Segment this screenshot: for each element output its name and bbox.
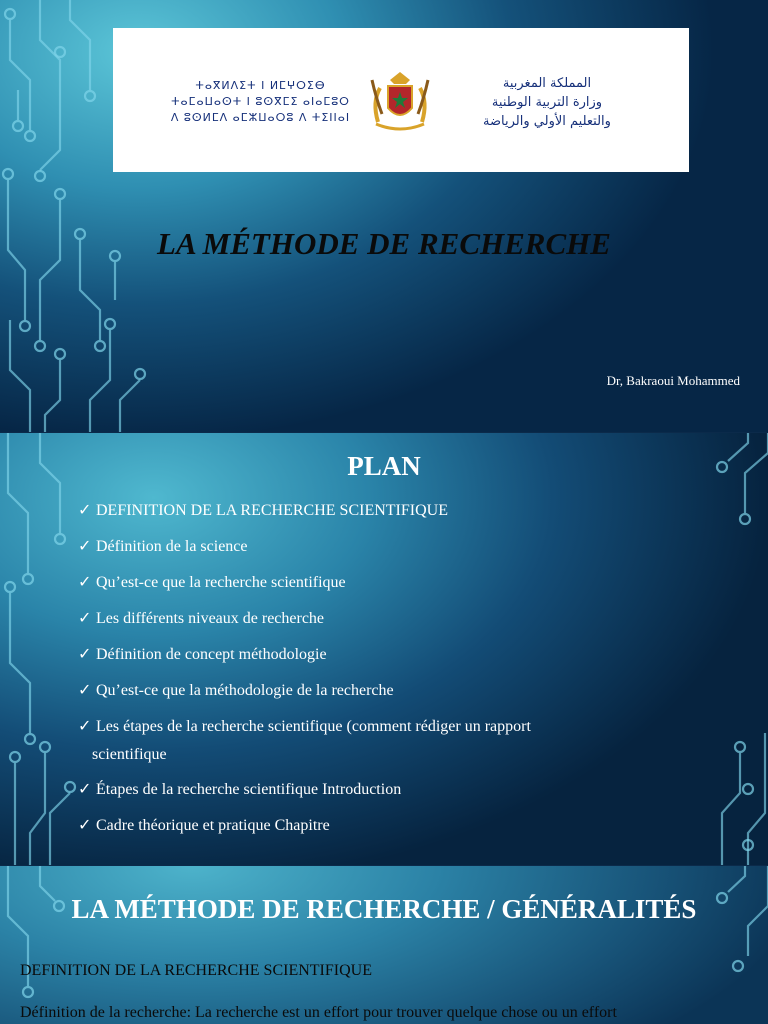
author-name: Dr, Bakraoui Mohammed: [606, 373, 740, 388]
circuit-decoration: [0, 866, 768, 1024]
list-item: [78, 641, 678, 677]
arabic-line: وزارة التربية الوطنية: [491, 95, 603, 110]
list-item: [78, 569, 678, 605]
list-item-label: Définition de la science: [96, 538, 248, 555]
arabic-line: المملكة المغربية: [502, 76, 592, 91]
list-item-label: Cadre théorique et pratique Chapitre: [96, 817, 330, 834]
checkmark-icon: ✓: [78, 646, 92, 663]
tifinagh-ministry-name: [168, 78, 353, 126]
slide-title: [0, 0, 768, 432]
arabic-line: والتعليم الأولي والرياضة: [483, 114, 611, 129]
list-item: [78, 677, 678, 713]
list-item-label: Qu’est-ce que la recherche scientifique: [96, 574, 346, 591]
list-item-label: DEFINITION DE LA RECHERCHE SCIENTIFIQUE: [96, 502, 448, 519]
definition-paragraph: Définition de la recherche: La recherche est un effort pour trouver quelque chose ou un effort: [20, 1004, 617, 1021]
list-item-label: Définition de concept méthodologie: [96, 646, 327, 663]
section-heading: DEFINITION DE LA RECHERCHE SCIENTIFIQUE: [20, 962, 372, 979]
checkmark-icon: ✓: [78, 610, 92, 627]
checkmark-icon: ✓: [78, 574, 92, 591]
list-item: [78, 497, 678, 533]
slide-title: LA MÉTHODE DE RECHERCHE / GÉNÉRALITÉS: [71, 894, 697, 924]
list-item-label: Les étapes de la recherche scientifique (comment rédiger un rapport: [96, 718, 531, 735]
checkmark-icon: ✓: [78, 538, 92, 555]
plan-list: [78, 497, 678, 848]
presentation-title: LA MÉTHODE DE RECHERCHE: [157, 226, 611, 261]
tifinagh-line: ⴷ ⵓⵙⵍⵎⴷ ⴰⵎⵣⵡⴰⵔⵓ ⴷ ⵜⵉⵏⵏⴰⵏ: [170, 111, 351, 124]
list-item-label: Les différents niveaux de recherche: [96, 610, 325, 627]
list-item: [78, 533, 678, 569]
checkmark-icon: ✓: [78, 781, 92, 798]
list-item-label: Qu’est-ce que la méthodologie de la recherche: [96, 682, 394, 699]
ministry-banner: [113, 28, 689, 172]
checkmark-icon: ✓: [78, 682, 92, 699]
checkmark-icon: ✓: [78, 718, 92, 735]
list-item: [78, 713, 678, 776]
list-item: [78, 776, 678, 812]
list-item-continuation: scientifique: [92, 746, 167, 763]
checkmark-icon: ✓: [78, 502, 92, 519]
tifinagh-line: ⵜⴰⴳⵍⴷⵉⵜ ⵏ ⵍⵎⵖⵔⵉⴱ: [195, 79, 326, 92]
tifinagh-line: ⵜⴰⵎⴰⵡⴰⵙⵜ ⵏ ⵓⵙⴳⵎⵉ ⴰⵏⴰⵎⵓⵔ: [171, 95, 350, 108]
coat-of-arms-icon: [366, 68, 434, 134]
list-item: [78, 605, 678, 641]
arabic-ministry-name: [457, 74, 637, 131]
plan-title: PLAN: [347, 451, 421, 481]
slide-generalites: [0, 866, 768, 1024]
checkmark-icon: ✓: [78, 817, 92, 834]
list-item-label: Étapes de la recherche scientifique Introduction: [96, 781, 402, 798]
slide-plan: [0, 433, 768, 865]
list-item: [78, 812, 678, 848]
